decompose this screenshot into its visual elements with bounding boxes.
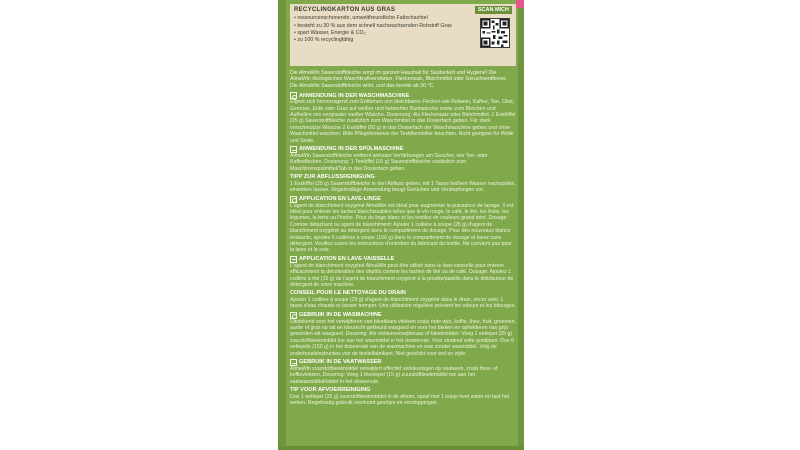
- section-heading: APPLICATION EN LAVE-VAISSELLE: [299, 256, 395, 263]
- section-body: AlmaWin zuurstofbleekmiddel verwijdert effectief verkleuringen op vaatwerk, zoals thee- of koffievlekken. Dosering: Voeg 1 theelepel (15 g) zuurstofbleekmiddel toe aan het vaatwasmiddel/tablet in het doseervak.: [290, 366, 498, 385]
- box-bottom-edge: [278, 446, 524, 450]
- qr-code-icon[interactable]: [480, 18, 510, 48]
- section-body: L'agent de blanchiment oxygéné AlmaWin peut être utilisé dans le lave-vaisselle pour enlever efficacement la décoloration des dépôts comme les taches de thé ou de café. Dosage: Ajoutez 1 cuillère à thé (15 g) de l'agent de blanchiment oxygéné à la poudre/pastille dans le distributeur de détergent de votre machine.: [290, 262, 514, 288]
- box-text-content: [290, 4, 516, 408]
- section-heading: ANWENDUNG IN DER SPÜLMASCHINE: [299, 146, 404, 153]
- bullet-item: • zu 100 % recyclingfähig: [294, 37, 512, 44]
- usage-section: [290, 92, 516, 144]
- scan-me-label: SCAN MICH: [475, 6, 512, 14]
- usage-section: [290, 174, 516, 193]
- section-body: Eignet sich hervorragend zum Entfernen von bleichbaren Flecken wie Rotwein, Kaffee, Tee, Obst, Gemüse, Erde oder Gras auf weißer und farbechter Buntwäsche sowie zum Bleichen und Aufhellen von vergrauter weißer Wäsche. Dosierung: Als Fleckensalz oder Bleichmittel, 1 Esslöffel (25 g) Sauerstoffbleiche zusätzlich zum Waschmittel in das Dosierfach geben. Für stark verschmutzte Wäsche 2 Esslöffel (50 g) in das Dosierfach der Waschmaschine geben und ohne Waschmittel waschen. Bitte Pflegehinweise der Textilhersteller beachten. Nicht geeignet für Wolle und Seide.: [290, 99, 516, 144]
- usage-section: [290, 387, 516, 406]
- section-heading: GEBRUIK IN DE VAATWASSER: [299, 359, 382, 366]
- section-heading: ANWENDUNG IN DER WASCHMASCHINE: [299, 92, 410, 99]
- washing-machine-icon: [290, 196, 297, 203]
- pink-corner-accent: [516, 0, 524, 8]
- recycling-title: RECYCLINGKARTON AUS GRAS: [294, 7, 396, 13]
- washing-machine-icon: [290, 92, 297, 99]
- section-body: 1 Esslöffel (25 g) Sauerstoffbleiche in den Abfluss geben, mit 1 Tasse heißem Wasser nachspülen, einwirken lassen. Regelmäßige Anwendung beugt Gerüchen und Verstopfungen vor.: [290, 180, 516, 194]
- usage-section: [290, 256, 516, 289]
- dishwasher-icon: [290, 256, 297, 263]
- section-body: Doe 1 eetlepel (25 g) zuurstofbleekmiddel in de afvoer, spoel met 1 kopje heet water en laat het weken. Regelmatig gebruik voorkomt geurtjes en verstoppingen.: [290, 393, 510, 407]
- product-box-back: [278, 0, 524, 450]
- usage-section: [290, 359, 516, 385]
- section-body: Ajouter 1 cuillère à soupe (25 g) d'agent de blanchiment oxygéné dans le drain, rincer avec 1 tasse d'eau chaude et laisser tremper. Une utilisation régulière prévient les odeurs et les blocages.: [290, 296, 516, 310]
- section-body: AlmaWin Sauerstoffbleiche entfernt wirksam Verfärbungen am Geschirr, wie Tee- oder Kaffeeflecken. Dosierung: 1 Teelöffel (15 g) Sauerstoffbleiche zusätzlich zum Maschinenspülmittel/Tab in das Dosierfach geben.: [290, 153, 488, 172]
- box-right-edge: [518, 0, 524, 450]
- usage-section: [290, 290, 516, 309]
- section-heading: GEBRUIK IN DE WASMACHINE: [299, 311, 382, 318]
- box-left-edge: [278, 0, 286, 450]
- usage-section: [290, 146, 516, 172]
- section-body: L'agent de blanchiment oxygéné AlmaWin est idéal pour augmenter la puissance de lavage. Il est idéal pour enlever les taches blanchissables telles que le vin rouge, le café, le thé, les fruits, les légumes, la terre ou l'herbe. Pour du linge blanc et les textiles de couleurs grand teint. Dosage : Comme détachant ou agent de blanchiment: Ajouter 1 cuillère à soupe (25 g) d'agent de blanchiment oxygéné au détergent dans le compartiment de dosage. Pour des nouveaux blancs éclatants, ajoutez 6 cuillères à soupe (150 g) dans le compartiment de dosage et lavez sans détergent. Veuillez suivre les instructions d'entretien du fabricant du textile. Ne convient pas pour la laine et la soie.: [290, 202, 514, 254]
- bullet-item: • ressourcenschonende, umweltfreundliche Faltschachtel: [294, 15, 512, 22]
- bullet-item: • besteht zu 30 % aus dem schnell nachwachsenden Rohstoff Gras: [294, 23, 512, 30]
- recycling-info-panel: [290, 4, 516, 66]
- section-body: Uitstekend voor het verwijderen van bleekbare vlekken zoals rode wijn, koffie, thee, fruit, groenten, aarde of gras op wit en kleurecht gekleurd wasgoed en voor het bleken en ophelderen van grijs geworden wit wasgoed. Dosering: Als vlekkenverwijderaar of bleekmiddel: Voeg 1 eetlepel (25 g) zuurstofbleekmiddel toe aan het wasmiddel in het doseervak. Voor stralend witte gordijnen: Doe 6 eetlepels (150 g) in het doseervak van de wasmachine en was zonder wasmiddel. Volg de onderhoudsinstructies van de textielfabrikant. Niet geschikt voor wol en zijde.: [290, 318, 516, 357]
- dishwasher-icon: [290, 359, 297, 366]
- section-heading: TIPP ZUR ABFLUSSREINIGUNG: [290, 174, 375, 181]
- section-heading: APPLICATION EN LAVE-LINGE: [299, 195, 381, 202]
- bullet-item: • spart Wasser, Energie & CO₂: [294, 30, 512, 37]
- usage-section: [290, 312, 516, 357]
- intro-text: Die AlmaWin Sauerstoffbleiche sorgt im ganzen Haushalt für Sauberkeit und Hygiene! Die AlmaWin ökologischen Waschkraftverstärker, Fleckensalz, Bleichmittel oder Geruchsentferner. Die AlmaWin Sauerstoffbleiche wirkt, und das bereits ab 30 °C.: [290, 70, 507, 89]
- section-heading: TIP VOOR AFVOERREINIGING: [290, 387, 371, 394]
- dishwasher-icon: [290, 146, 297, 153]
- washing-machine-icon: [290, 312, 297, 319]
- section-heading: CONSEIL POUR LE NETTOYAGE DU DRAIN: [290, 290, 406, 297]
- usage-section: [290, 196, 516, 254]
